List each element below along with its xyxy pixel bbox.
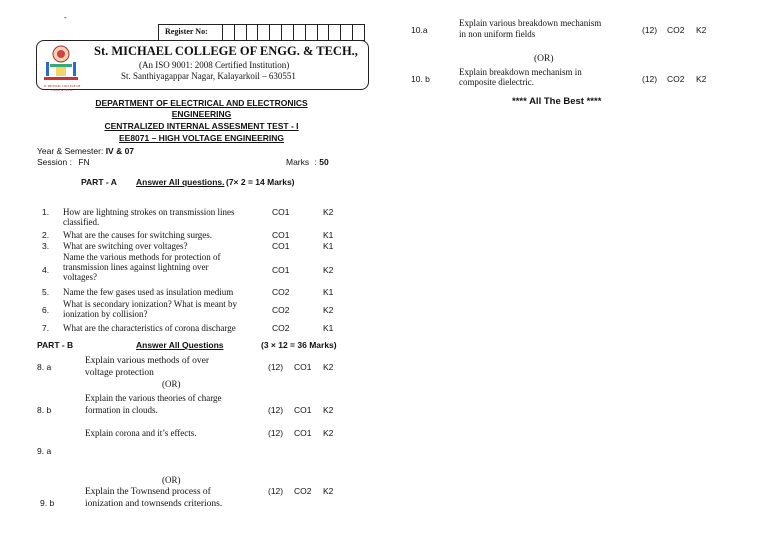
question-number: 4. <box>42 265 50 275</box>
marks-value: 50 <box>319 157 329 167</box>
question-line: voltages? <box>63 272 97 282</box>
marks-separator: : <box>314 157 317 167</box>
knowledge-level: K2 <box>323 486 334 496</box>
register-digit-box <box>329 25 341 40</box>
register-digit-box <box>294 25 306 40</box>
question-number: 8. b <box>37 405 52 415</box>
college-address: St. Santhiyagappar Nagar, Kalayarkoil – 630551 <box>121 71 296 81</box>
part-b-instruction: Answer All Questions <box>136 340 224 350</box>
course-outcome: CO2 <box>272 305 290 315</box>
question-number: 8. a <box>37 362 52 372</box>
knowledge-level: K2 <box>323 305 334 315</box>
knowledge-level: K2 <box>323 405 334 415</box>
knowledge-level: K1 <box>323 323 334 333</box>
course-outcome: CO1 <box>272 241 290 251</box>
question-number: 6. <box>42 305 50 315</box>
college-logo-icon <box>40 42 82 84</box>
question-line: voltage protection <box>85 368 154 378</box>
register-digit-box <box>341 25 353 40</box>
question-text <box>85 355 260 379</box>
or-separator: (OR) <box>162 379 181 389</box>
knowledge-level: K2 <box>323 428 334 438</box>
question-line: formation in clouds. <box>85 405 158 415</box>
register-digit-box <box>258 25 270 40</box>
register-digit-box <box>235 25 247 40</box>
course-outcome: CO2 <box>294 486 312 496</box>
question-line: Explain the various theories of charge <box>85 393 222 403</box>
course-outcome: CO1 <box>272 207 290 217</box>
course-outcome: CO2 <box>667 74 685 84</box>
part-a-marks: (7× 2 = 14 Marks) <box>226 177 295 187</box>
register-digit-box <box>223 25 235 40</box>
knowledge-level: K2 <box>696 25 707 35</box>
college-name: St. MICHAEL COLLEGE OF ENGG. & TECH., <box>94 44 358 58</box>
part-a-instruction: Answer All questions. <box>136 177 225 187</box>
course-outcome: CO1 <box>294 362 312 372</box>
question-number: 9. b <box>40 498 55 508</box>
or-separator: (OR) <box>162 475 181 485</box>
knowledge-level: K1 <box>323 241 334 251</box>
session-value: FN <box>78 157 90 167</box>
year-semester-label: Year & Semester: <box>37 146 104 156</box>
register-digit-box <box>353 25 364 40</box>
department-title-line2: ENGINEERING <box>171 109 232 119</box>
question-line: How are lightning strokes on transmission lines <box>63 207 235 217</box>
register-digit-box <box>282 25 294 40</box>
question-text: Explain corona and it’s effects. <box>85 428 197 438</box>
question-number: 1. <box>42 207 50 217</box>
question-number: 7. <box>42 323 50 333</box>
knowledge-level: K1 <box>323 230 334 240</box>
question-line: What is secondary ionization? What is meant by <box>63 299 238 309</box>
register-digit-box <box>247 25 259 40</box>
or-separator: (OR) <box>534 54 554 64</box>
course-outcome: CO1 <box>272 230 290 240</box>
subject-title: EE8071 – HIGH VOLTAGE ENGINEERING <box>118 133 284 143</box>
register-label: Register No: <box>159 25 223 40</box>
question-text: What are the causes for switching surges. <box>63 230 213 240</box>
register-digit-box <box>318 25 330 40</box>
question-marks: (12) <box>642 74 658 84</box>
question-text <box>63 207 263 227</box>
question-line: classified. <box>63 217 100 227</box>
part-a-label: PART - A <box>81 177 117 187</box>
question-marks: (12) <box>268 486 284 496</box>
part-b-marks: (3 × 12 = 36 Marks) <box>261 340 337 350</box>
knowledge-level: K2 <box>323 207 334 217</box>
knowledge-level: K2 <box>696 74 707 84</box>
course-outcome: CO1 <box>272 265 290 275</box>
course-outcome: CO2 <box>272 287 290 297</box>
session-label: Session : <box>37 157 72 167</box>
question-marks: (12) <box>268 362 284 372</box>
question-number: 10.a <box>411 25 428 35</box>
question-number: 10. b <box>411 74 430 84</box>
question-number: 2. <box>42 230 50 240</box>
iso-certification: (An ISO 9001: 2008 Certified Institution) <box>139 60 290 70</box>
course-outcome: CO2 <box>667 25 685 35</box>
department-title-line1: DEPARTMENT OF ELECTRICAL AND ELECTRONICS <box>95 98 308 108</box>
question-line: Explain various breakdown mechanism <box>459 18 602 28</box>
knowledge-level: K1 <box>323 287 334 297</box>
question-line: in non uniform fields <box>459 29 536 39</box>
course-outcome: CO1 <box>294 405 312 415</box>
question-line: Explain various methods of over <box>85 356 210 366</box>
question-number: 5. <box>42 287 50 297</box>
question-marks: (12) <box>268 428 284 438</box>
part-b-label: PART - B <box>37 340 74 350</box>
knowledge-level: K2 <box>323 362 334 372</box>
question-marks: (12) <box>642 25 658 35</box>
question-number: 3. <box>42 241 50 251</box>
register-digit-box <box>306 25 318 40</box>
session <box>37 157 90 167</box>
question-marks: (12) <box>268 405 284 415</box>
question-text <box>459 18 639 40</box>
year-semester-value: IV & 07 <box>105 146 135 156</box>
question-text <box>63 299 268 319</box>
test-title: CENTRALIZED INTERNAL ASSESMENT TEST - I <box>104 121 299 131</box>
question-line: ionization by collision? <box>63 309 148 319</box>
year-semester <box>37 146 134 156</box>
logo-caption: St. MICHAEL COLLEGE OF ENGG. & TECH. <box>43 84 81 92</box>
question-line: ionization and townsends criterions. <box>85 499 223 509</box>
register-digit-box <box>270 25 282 40</box>
question-text <box>85 392 265 416</box>
course-outcome: CO2 <box>272 323 290 333</box>
question-text: What are the characteristics of corona discharge <box>63 323 236 333</box>
register-number-field <box>158 24 365 41</box>
question-line: Explain breakdown mechanism in <box>459 67 582 77</box>
question-text <box>63 252 263 282</box>
question-line: composite dielectric. <box>459 77 534 87</box>
question-text <box>85 486 265 510</box>
question-line: Name the various methods for protection of <box>63 252 221 262</box>
question-line: transmission lines against lightning over <box>63 262 209 272</box>
knowledge-level: K2 <box>323 265 334 275</box>
question-text: What are switching over voltages? <box>63 241 188 251</box>
marks <box>286 157 329 167</box>
question-text <box>459 67 639 87</box>
question-line: Explain the Townsend process of <box>85 487 211 497</box>
stray-mark: - <box>64 13 67 22</box>
question-text: Name the few gases used as insulation medium <box>63 287 234 297</box>
question-number: 9. a <box>37 446 52 456</box>
course-outcome: CO1 <box>294 428 312 438</box>
best-wishes: **** All The Best **** <box>512 96 602 107</box>
marks-label: Marks <box>286 157 310 167</box>
